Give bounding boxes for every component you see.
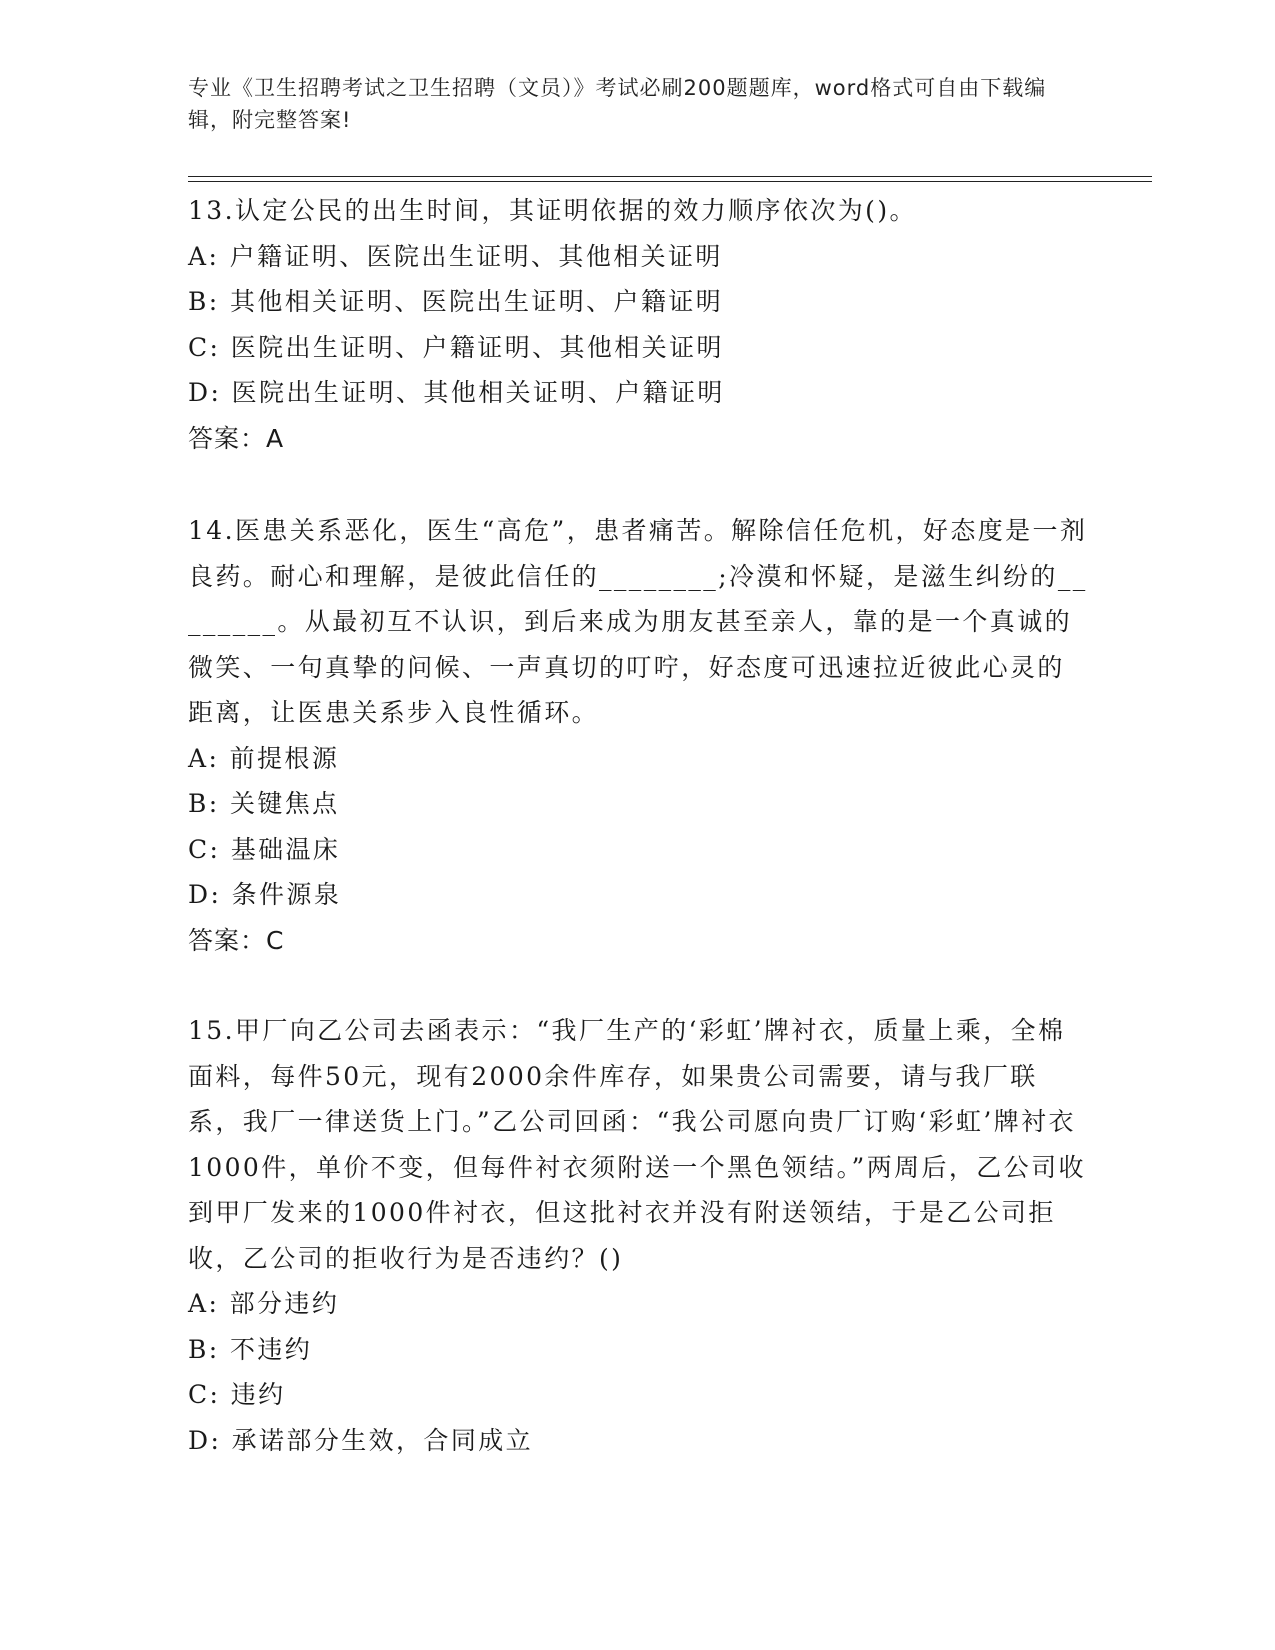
option-c: C: 医院出生证明、户籍证明、其他相关证明 <box>188 332 724 362</box>
document-header: 专业《卫生招聘考试之卫生招聘（文员）》考试必刷200题题库，word格式可自由下载编辑，附完整答案! <box>188 76 1047 132</box>
option-a: A: 前提根源 <box>188 743 340 773</box>
question-14 <box>188 508 1088 963</box>
header-divider-bottom <box>188 181 1152 182</box>
option-b: B: 不违约 <box>188 1334 313 1364</box>
option-d: D: 医院出生证明、其他相关证明、户籍证明 <box>188 378 725 407</box>
header-divider-top <box>188 176 1152 177</box>
answer: 答案：C <box>188 925 285 955</box>
option-d: D: 条件源泉 <box>188 880 342 909</box>
option-d: D: 承诺部分生效，合同成立 <box>188 1425 534 1455</box>
option-b: B: 关键焦点 <box>188 789 340 818</box>
option-c: C: 基础温床 <box>188 834 341 864</box>
answer: 答案：A <box>188 423 285 453</box>
option-a: A: 部分违约 <box>188 1289 340 1318</box>
question-text: 14.医患关系恶化，医生“高危”，患者痛苦。解除信任危机，好态度是一剂良药。耐心和理解，是彼此信任的________;冷漠和怀疑，是滋生纠纷的________。从最初互不认识，到后来成为朋友甚至亲人，靠的是一个真诚的微笑、一句真挚的问候、一声真切的叮咛，好态度可迅速拉近彼此心灵的距离，让医患关系步入良性循环。 <box>188 516 1088 727</box>
option-c: C: 违约 <box>188 1380 286 1409</box>
question-text: 13.认定公民的出生时间，其证明依据的效力顺序依次为()。 <box>188 196 917 225</box>
option-a: A: 户籍证明、医院出生证明、其他相关证明 <box>188 241 723 271</box>
question-13 <box>188 188 1088 461</box>
question-15 <box>188 1008 1088 1463</box>
option-b: B: 其他相关证明、医院出生证明、户籍证明 <box>188 287 724 316</box>
question-text: 15.甲厂向乙公司去函表示：“我厂生产的‘彩虹’牌衬衣，质量上乘，全棉面料，每件50元，现有2000余件库存，如果贵公司需要，请与我厂联系，我厂一律送货上门。”乙公司回函：“我公司愿向贵厂订购‘彩虹’牌衬衣1000件，单价不变，但每件衬衣须附送一个黑色领结。”两周后，乙公司收到甲厂发来的1000件衬衣，但这批衬衣并没有附送领结，于是乙公司拒收，乙公司的拒收行为是否违约？() <box>188 1016 1086 1273</box>
